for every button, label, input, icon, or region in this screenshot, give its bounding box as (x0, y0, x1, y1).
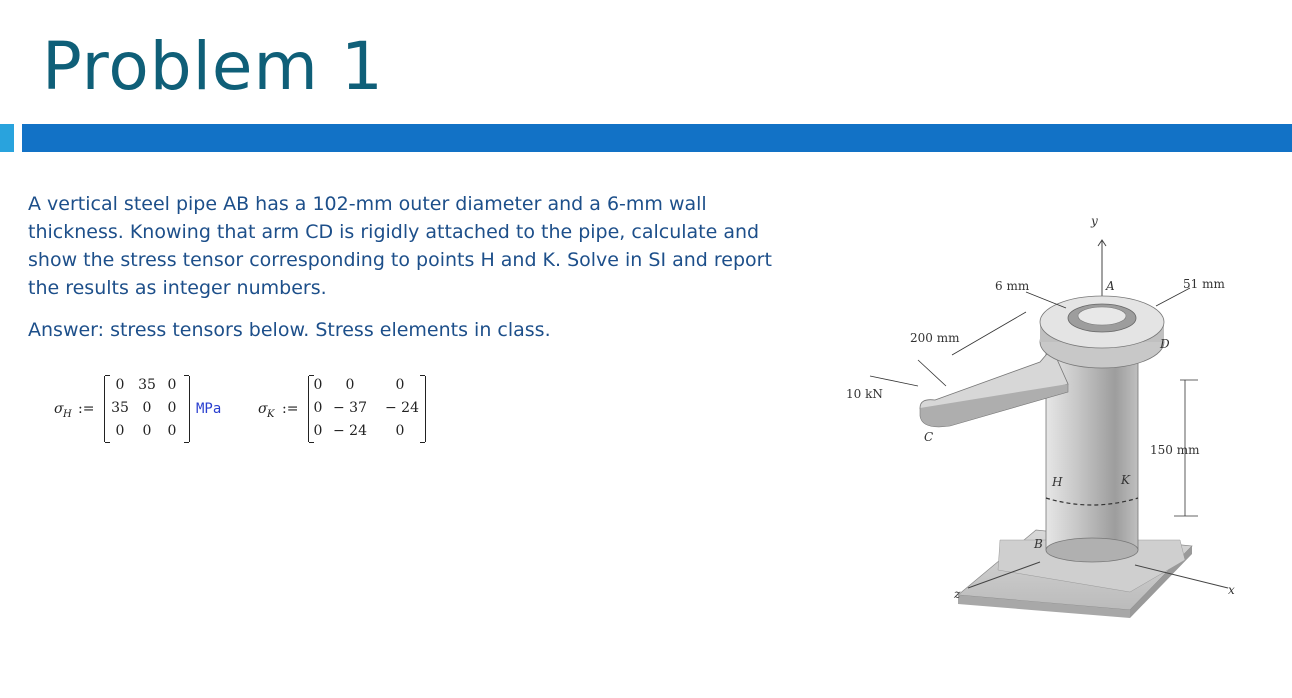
tensor-h-symbol: σ (54, 401, 64, 417)
matrix-cell: 0 (345, 377, 355, 393)
point-d-label: D (1160, 337, 1170, 351)
matrix-cell: 0 (142, 423, 152, 439)
axis-z-label: z (954, 587, 961, 601)
collar (1040, 296, 1164, 368)
matrix-cell: − 37 (333, 400, 367, 416)
answer-text: Answer: stress tensors below. Stress elements in class. (28, 319, 551, 341)
matrix-cell: 0 (167, 423, 177, 439)
matrix-cell: − 24 (385, 400, 419, 416)
point-c-label: C (924, 430, 934, 444)
dim-150mm-label: 150 mm (1150, 443, 1200, 457)
axis-y-label: y (1091, 214, 1098, 228)
tensor-h-unit: MPa (196, 401, 222, 417)
matrix-cell: 0 (313, 423, 323, 439)
tensor-h-assign: := (78, 401, 95, 417)
point-h-label: H (1052, 475, 1063, 489)
matrix-cell: 0 (313, 377, 323, 393)
matrix-cell: 0 (167, 400, 177, 416)
tensor-k-symbol: σ (258, 401, 268, 417)
tensor-k-matrix (308, 376, 426, 442)
matrix-cell: 35 (138, 377, 156, 393)
tensor-k (258, 372, 438, 444)
tensor-h-subscript: H (63, 409, 72, 420)
pipe-arm-figure (840, 200, 1280, 620)
matrix-cell: − 24 (333, 423, 367, 439)
dim-51mm-label: 51 mm (1183, 277, 1225, 291)
dim-6mm-label: 6 mm (995, 279, 1030, 293)
accent-bar (22, 124, 1292, 152)
dim-200mm-label: 200 mm (910, 331, 960, 345)
matrix-cell: 0 (395, 423, 405, 439)
tensor-k-subscript: K (267, 409, 275, 420)
matrix-cell: 0 (142, 400, 152, 416)
matrix-cell: 0 (313, 400, 323, 416)
matrix-cell: 35 (111, 400, 129, 416)
point-a-label: A (1106, 279, 1115, 293)
force-label: 10 kN (846, 387, 883, 401)
matrix-cell: 0 (167, 377, 177, 393)
matrix-cell: 0 (115, 423, 125, 439)
tensor-h-matrix (104, 376, 190, 442)
tensor-h (54, 372, 254, 444)
accent-bar-small (0, 124, 14, 152)
point-k-label: K (1121, 473, 1130, 487)
axis-x-label: x (1228, 583, 1235, 597)
slide-title: Problem 1 (42, 28, 384, 105)
matrix-cell: 0 (395, 377, 405, 393)
tensor-k-assign: := (282, 401, 299, 417)
problem-statement: A vertical steel pipe AB has a 102-mm outer diameter and a 6-mm wall thickness. Knowing that arm CD is rigidly attached to the pipe, calculate and show the stress tensor corresponding to points H and K. Solve in SI and report the results as integer numbers. (28, 193, 772, 299)
point-b-label: B (1034, 537, 1043, 551)
matrix-cell: 0 (115, 377, 125, 393)
